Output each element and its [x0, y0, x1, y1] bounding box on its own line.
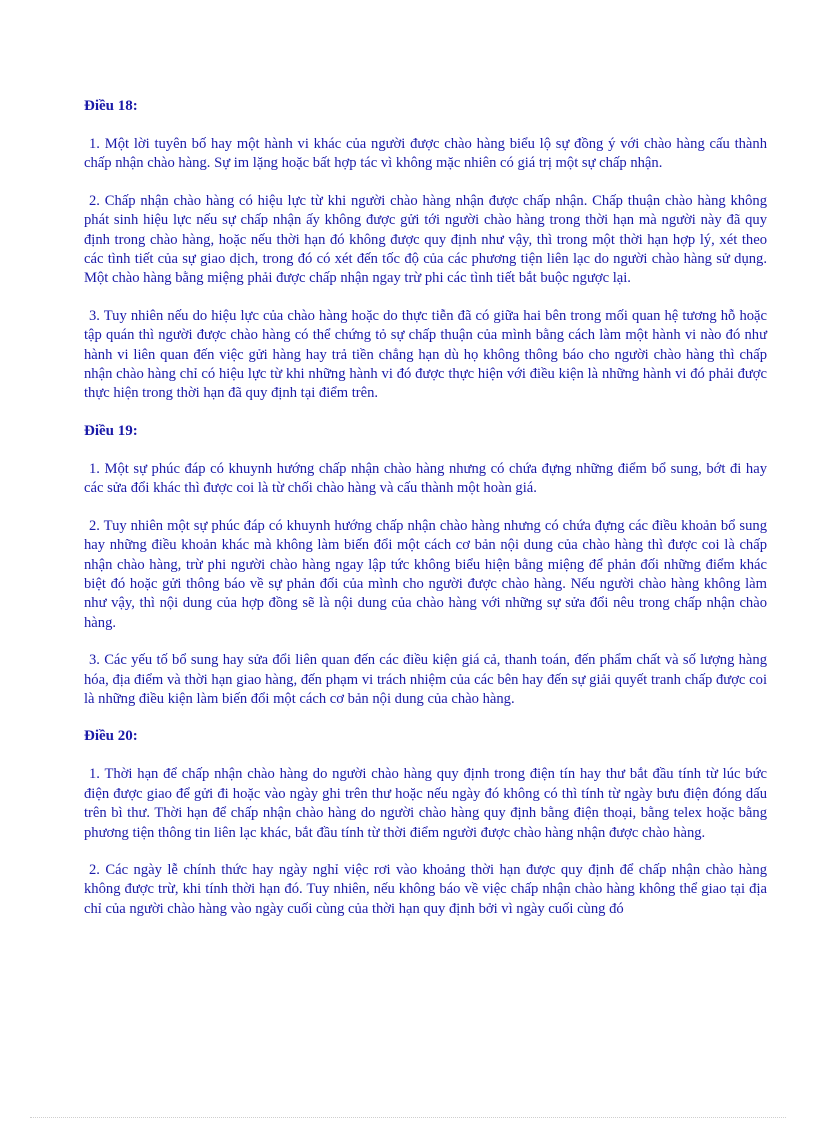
article-19-title: Điều 19:	[84, 422, 138, 439]
article-18-title: Điều 18:	[84, 98, 138, 114]
article-19-paragraph-3: 3. Các yếu tố bổ sung hay sửa đổi liên quan đến các điều kiện giá cả, thanh toán, đến phẩm chất và số lượng hàng hóa, địa điểm và thời hạn giao hàng, đến phạm vi trách nhiệm của các bên hay đến sự giải quyết tranh chấp được coi là những điều kiện làm biến đổi một cách cơ bản nội dung của chào hàng.	[84, 652, 767, 707]
article-20-paragraph-1: 1. Thời hạn để chấp nhận chào hàng do người chào hàng quy định trong điện tín hay thư bắt đầu tính từ lúc bức điện được giao để gửi đi hoặc vào ngày ghi trên thư hoặc nếu ngày đó không có thì tính từ ngày bưu điện đóng dấu trên bì thư. Thời hạn để chấp nhận chào hàng do người chào hàng quy định bằng điện thoại, bằng telex hoặc bằng phương tiện thông tin liên lạc khác, bắt đầu tính từ thời điểm người được chào hàng nhận được chào hàng.	[84, 766, 767, 841]
article-20	[84, 727, 767, 919]
article-19	[84, 422, 767, 709]
article-19-paragraph-2: 2. Tuy nhiên một sự phúc đáp có khuynh hướng chấp nhận chào hàng nhưng có chứa đựng các điều khoản bổ sung hay những điều khoản khác mà không làm biến đổi một cách cơ bản nội dung của chào hàng thì được coi là chấp nhận chào hàng, trừ phi người chào hàng ngay lập tức không biểu hiện bằng miệng để phản đối những điểm khác biệt đó hoặc gửi thông báo về sự phản đối của mình cho người được chào hàng. Nếu người chào hàng không làm như vậy, thì nội dung của hợp đồng sẽ là nội dung của chào hàng với những sự sửa đổi nêu trong chấp nhận chào hàng.	[84, 517, 767, 631]
article-20-title: Điều 20:	[84, 728, 138, 745]
document-page	[84, 97, 767, 937]
page-bottom-divider	[30, 1117, 786, 1118]
article-18-paragraph-3: 3. Tuy nhiên nếu do hiệu lực của chào hàng hoặc do thực tiễn đã có giữa hai bên trong mối quan hệ tương hỗ hoặc tập quán thì người được chào hàng có thể chứng tỏ sự chấp thuận của mình bằng cách làm một hành vi nào đó như hành vi liên quan đến việc gửi hàng hay trả tiền chẳng hạn dù họ không thông báo cho người chào hàng thì chấp nhận chào hàng chỉ có hiệu lực từ khi những hành vi đó được thực hiện với điều kiện là những hành vi đó phải được thực hiện trong thời hạn đã quy định tại điểm trên.	[84, 307, 767, 402]
article-18-paragraph-1: 1. Một lời tuyên bố hay một hành vi khác của người được chào hàng biểu lộ sự đồng ý với chào hàng cấu thành chấp nhận chào hàng. Sự im lặng hoặc bất hợp tác vì không mặc nhiên có giá trị một sự chấp nhận.	[84, 136, 767, 172]
article-19-paragraph-1: 1. Một sự phúc đáp có khuynh hướng chấp nhận chào hàng nhưng có chứa đựng những điểm bổ sung, bớt đi hay các sửa đổi khác thì được coi là từ chối chào hàng và cấu thành một hoàn giá.	[84, 460, 767, 497]
article-18	[84, 97, 767, 404]
article-18-paragraph-2: 2. Chấp nhận chào hàng có hiệu lực từ khi người chào hàng nhận được chấp nhận. Chấp thuận chào hàng không phát sinh hiệu lực nếu sự chấp nhận ấy không được gửi tới người chào hàng trong thời hạn mà người này đã quy định trong chào hàng, hoặc nếu thời hạn đó không được quy định như vậy, thì trong một thời hạn hợp lý, xét theo các tình tiết của sự giao dịch, trong đó có xét đến tốc độ của các phương tiện liên lạc do người chào hàng sử dụng. Một chào hàng bằng miệng phải được chấp nhận ngay trừ phi các tình tiết bắt buộc ngược lại.	[84, 192, 767, 287]
article-20-paragraph-2: 2. Các ngày lễ chính thức hay ngày nghỉ việc rơi vào khoảng thời hạn được quy định để chấp nhận chào hàng không được trừ, khi tính thời hạn đó. Tuy nhiên, nếu không báo về việc chấp nhận chào hàng không thể giao tại địa chỉ của người chào hàng vào ngày cuối cùng của thời hạn quy định bởi vì ngày cuối cùng đó	[84, 861, 767, 917]
